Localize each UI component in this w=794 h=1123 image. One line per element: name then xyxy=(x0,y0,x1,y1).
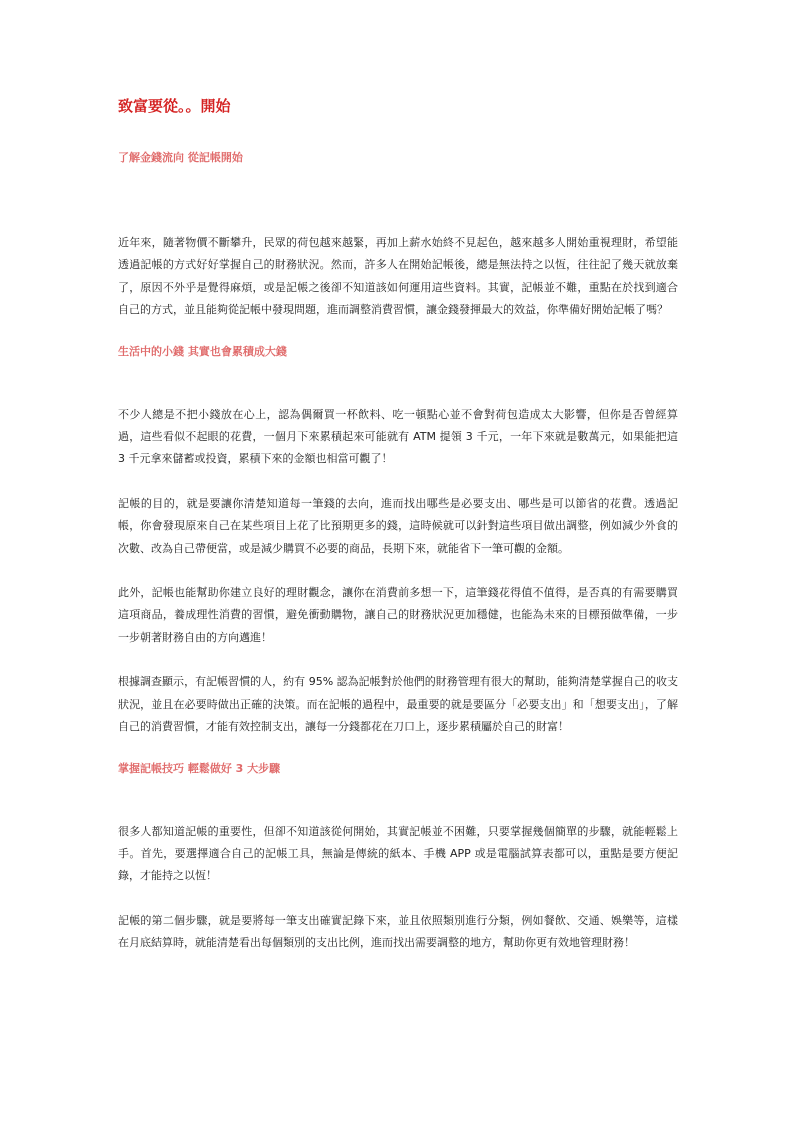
body-paragraph: 近年來，隨著物價不斷攀升，民眾的荷包越來越緊，再加上薪水始終不見起色，越來越多人開始重視理財，希望能透過記帳的方式好好掌握自己的財務狀況。然而，許多人在開始記帳後，總是無法持之以恆，往往記了幾天就放棄了，原因不外乎是覺得麻煩，或是記帳之後卻不知道該如何運用這些資料。其實，記帳並不難，重點在於找到適合自己的方式，並且能夠從記帳中發現問題，進而調整消費習慣，讓金錢發揮最大的效益，你準備好開始記帳了嗎？ xyxy=(118,236,678,317)
document-body xyxy=(118,166,678,955)
body-paragraph: 不少人總是不把小錢放在心上，認為偶爾買一杯飲料、吃一頓點心並不會對荷包造成太大影響，但你是否曾經算過，這些看似不起眼的花費，一個月下來累積起來可能就有 ATM 提領 3 千元，一年下來就是數萬元，如果能把這 3 千元拿來儲蓄或投資，累積下來的金額也相當可觀了！ xyxy=(118,407,678,466)
document-page xyxy=(118,96,678,955)
body-paragraph: 記帳的第二個步驟，就是要將每一筆支出確實記錄下來，並且依照類別進行分類，例如餐飲、交通、娛樂等，這樣在月底結算時，就能清楚看出每個類別的支出比例，進而找出需要調整的地方，幫助你更有效地管理財務！ xyxy=(118,913,678,950)
section-heading: 掌握記帳技巧 輕鬆做好 3 大步驟 xyxy=(118,761,281,775)
document-subtitle: 了解金錢流向 從記帳開始 xyxy=(118,151,243,164)
section-heading: 生活中的小錢 其實也會累積成大錢 xyxy=(118,344,287,358)
body-paragraph: 很多人都知道記帳的重要性，但卻不知道該從何開始，其實記帳並不困難，只要掌握幾個簡單的步驟，就能輕鬆上手。首先，要選擇適合自己的記帳工具，無論是傳統的紙本、手機 APP 或是電腦試算表都可以，重點是要方便記錄，才能持之以恆！ xyxy=(118,824,678,883)
document-title: 致富要從。。開始 xyxy=(118,97,231,115)
body-paragraph: 此外，記帳也能幫助你建立良好的理財觀念，讓你在消費前多想一下，這筆錢花得值不值得，是否真的有需要購買這項商品，養成理性消費的習慣，避免衝動購物，讓自己的財務狀況更加穩健，也能為未來的目標預做準備，一步一步朝著財務自由的方向邁進！ xyxy=(118,586,678,644)
body-paragraph: 根據調查顯示，有記帳習慣的人，約有 95% 認為記帳對於他們的財務管理有很大的幫助，能夠清楚掌握自己的收支狀況，並且在必要時做出正確的決策。而在記帳的過程中，最重要的就是要區分「必要支出」和「想要支出」，了解自己的消費習慣，才能有效控制支出，讓每一分錢都花在刀口上，逐步累積屬於自己的財富！ xyxy=(118,675,678,734)
body-paragraph: 記帳的目的，就是要讓你清楚知道每一筆錢的去向，進而找出哪些是必要支出、哪些是可以節省的花費。透過記帳，你會發現原來自己在某些項目上花了比預期更多的錢，這時候就可以針對這些項目做出調整，例如減少外食的次數、改為自己帶便當，或是減少購買不必要的商品，長期下來，就能省下一筆可觀的金額。 xyxy=(118,496,678,555)
